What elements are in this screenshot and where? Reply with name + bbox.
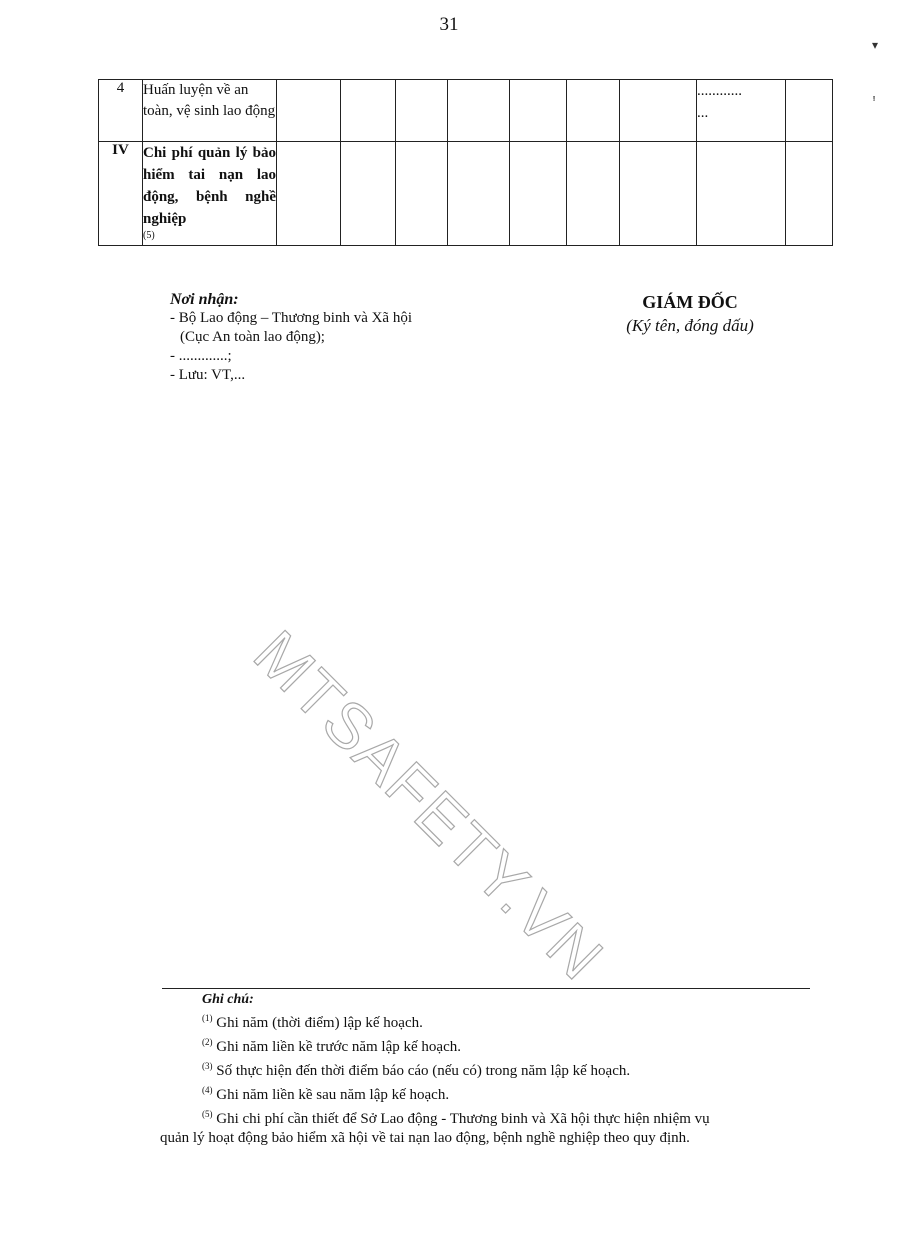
table-cell — [786, 80, 833, 142]
note-item — [160, 1033, 832, 1057]
scan-mark: ᵎ — [873, 92, 876, 106]
table-cell — [697, 142, 786, 246]
note-item — [160, 1057, 832, 1081]
note-text: Ghi chi phí cần thiết để Sở Lao động - Thương binh và Xã hội thực hiện nhiệm vụ — [216, 1111, 710, 1127]
recipients-list — [170, 309, 412, 385]
notes-divider — [162, 988, 810, 989]
watermark: MTSAFETY.VN — [240, 616, 618, 995]
table-cell — [620, 80, 697, 142]
note-text: Ghi năm (thời điểm) lập kế hoạch. — [216, 1015, 423, 1031]
note-text: Số thực hiện đến thời điểm báo cáo (nếu có) trong năm lập kế hoạch. — [216, 1063, 631, 1079]
notes-title: Ghi chú: — [202, 992, 254, 1007]
note-number: (2) — [202, 1037, 213, 1047]
table-cell — [277, 142, 341, 246]
table-row — [99, 142, 833, 246]
note-item — [160, 1009, 832, 1033]
note-item — [160, 1081, 832, 1105]
table-cell — [510, 142, 567, 246]
row-description: Huấn luyện về an toàn, vệ sinh lao động — [143, 80, 277, 142]
note-item — [160, 1105, 832, 1129]
dots-line: ............ — [697, 83, 742, 99]
table-cell-dots — [697, 80, 786, 142]
signature-note: (Ký tên, đóng dấu) — [626, 316, 754, 335]
row-number: 4 — [99, 80, 143, 142]
table-cell — [277, 80, 341, 142]
table-cell — [786, 142, 833, 246]
page-number: 31 — [439, 14, 459, 35]
table-cell — [341, 80, 396, 142]
recipient-item: - Bộ Lao động – Thương binh và Xã hội — [170, 310, 413, 326]
recipients-title: Nơi nhận: — [170, 291, 239, 308]
table-cell — [396, 80, 448, 142]
row-number: IV — [99, 142, 143, 246]
note-number: (5) — [202, 1109, 213, 1119]
table-cell — [341, 142, 396, 246]
table-cell — [567, 80, 620, 142]
scan-mark: ▾ — [872, 38, 879, 52]
note-number: (3) — [202, 1061, 213, 1071]
note-number: (1) — [202, 1013, 213, 1023]
table-cell — [448, 142, 510, 246]
table-cell — [510, 80, 567, 142]
note-continuation: quản lý hoạt động bảo hiểm xã hội về tai nạn lao động, bệnh nghề nghiệp theo quy định. — [160, 1130, 690, 1146]
row-description — [143, 142, 277, 246]
table-cell — [620, 142, 697, 246]
footnote-ref: (5) — [143, 230, 155, 241]
recipient-item: (Cục An toàn lao động); — [180, 329, 325, 345]
note-text: Ghi năm liền kề sau năm lập kế hoạch. — [216, 1087, 450, 1103]
table-cell — [567, 142, 620, 246]
plan-table — [98, 79, 833, 246]
recipient-item: - .............; — [170, 348, 232, 364]
row-description-text: Chi phí quản lý bảo hiểm tai nạn lao động, bệnh nghề nghiệp — [143, 145, 276, 227]
signature-title: GIÁM ĐỐC — [642, 292, 738, 312]
notes-block — [160, 990, 832, 1148]
note-text: Ghi năm liền kề trước năm lập kế hoạch. — [216, 1039, 461, 1055]
table-cell — [448, 80, 510, 142]
recipient-item: - Lưu: VT,... — [170, 367, 246, 383]
table-cell — [396, 142, 448, 246]
note-number: (4) — [202, 1085, 213, 1095]
signature-block — [600, 290, 780, 338]
dots-line: ... — [697, 105, 709, 121]
recipients-block — [170, 290, 412, 385]
table-row — [99, 80, 833, 142]
